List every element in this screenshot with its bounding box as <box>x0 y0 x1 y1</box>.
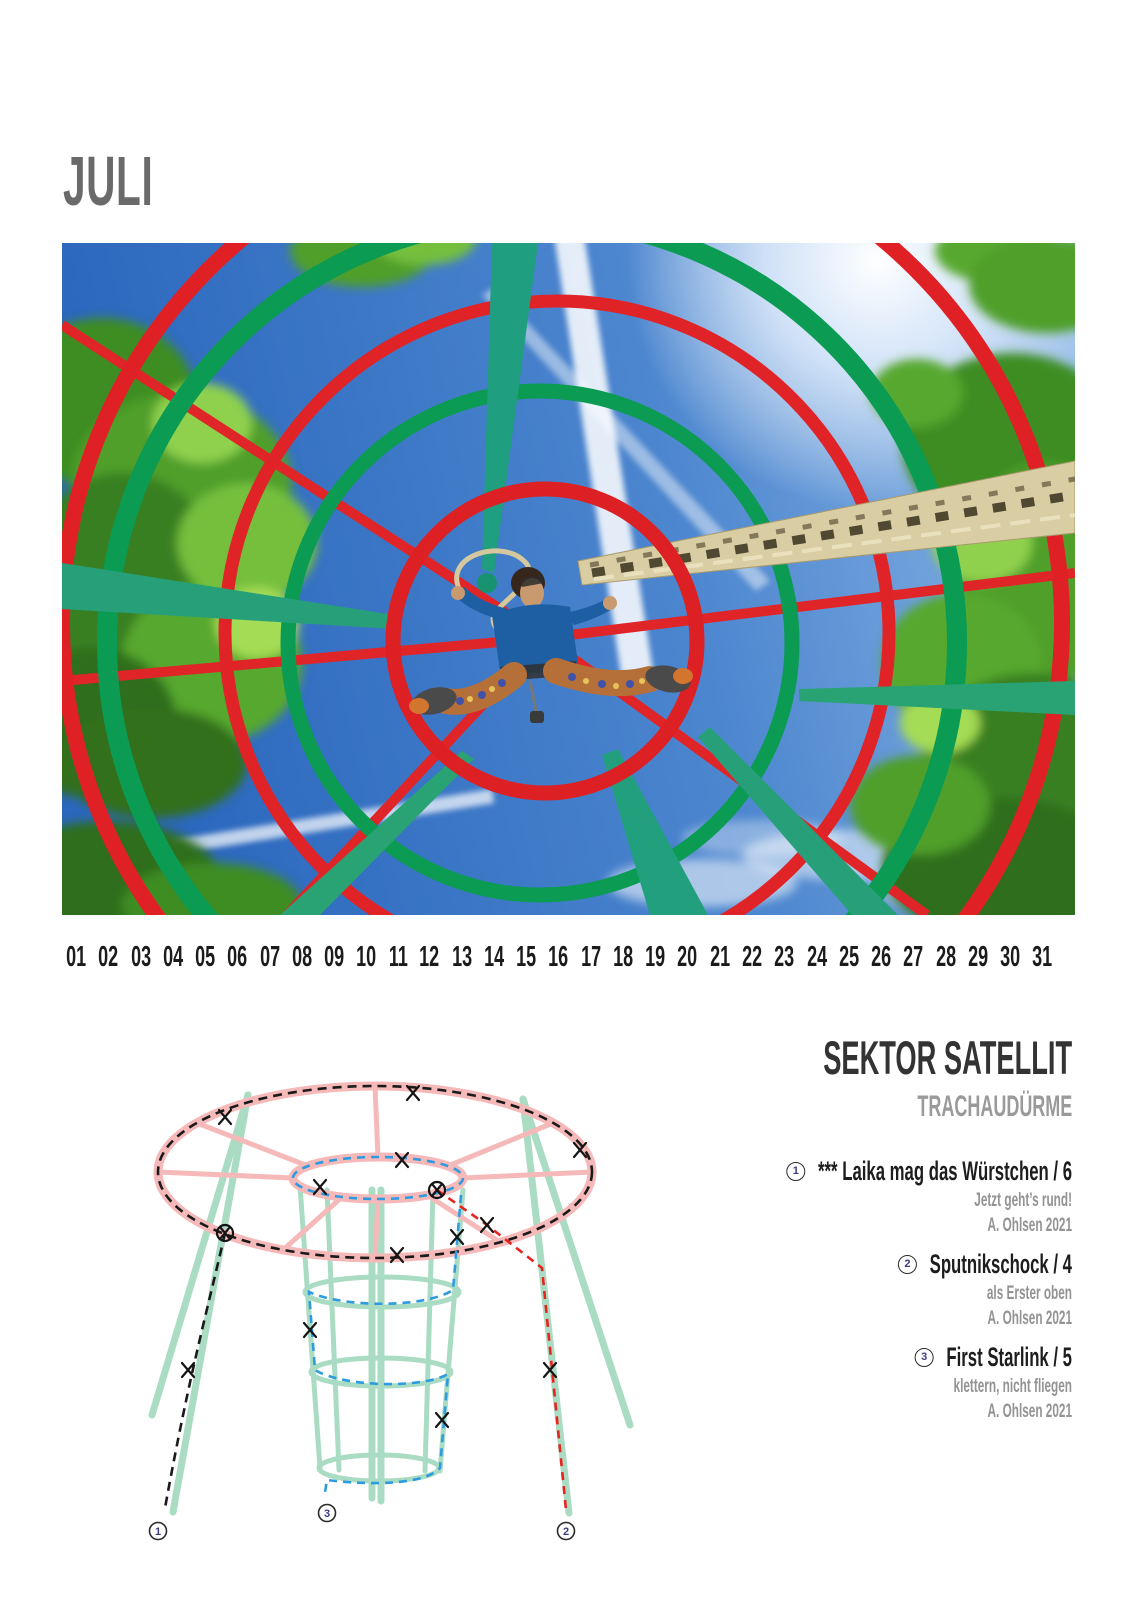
day-number: 19 <box>645 941 666 973</box>
day-number: 10 <box>356 941 377 973</box>
day-number: 05 <box>195 941 216 973</box>
day-number: 22 <box>742 941 763 973</box>
day-number: 08 <box>291 941 312 973</box>
day-number: 07 <box>259 941 280 973</box>
route-name: *** Laika mag das Würstchen / 6 <box>818 1156 1072 1186</box>
route-credit: A. Ohlsen 2021 <box>987 1215 1072 1236</box>
day-number: 29 <box>967 941 988 973</box>
day-number: 21 <box>709 941 730 973</box>
area-subtitle: TRACHAUDÜRME <box>917 1090 1072 1123</box>
day-number: 14 <box>483 941 504 973</box>
route-credit: A. Ohlsen 2021 <box>987 1401 1072 1422</box>
month-title: JULI <box>63 142 154 220</box>
day-number: 03 <box>130 941 151 973</box>
route-topo-diagram <box>95 1040 755 1560</box>
day-number: 11 <box>388 941 408 973</box>
route-entry <box>675 1342 1072 1424</box>
day-number: 12 <box>419 941 440 973</box>
day-number: 25 <box>838 941 859 973</box>
route-number-markers <box>150 1505 575 1540</box>
route-credit: A. Ohlsen 2021 <box>987 1308 1072 1329</box>
route-name: Sputnikschock / 4 <box>929 1249 1072 1279</box>
route-entry <box>675 1156 1072 1238</box>
day-number: 13 <box>451 941 472 973</box>
route-number-badge: 3 <box>915 1348 934 1367</box>
day-number: 23 <box>774 941 795 973</box>
day-number: 09 <box>324 941 345 973</box>
climbing-structure-photo <box>62 243 1075 915</box>
day-number: 02 <box>98 941 119 973</box>
marker-2: 2 <box>562 1526 570 1538</box>
day-number: 31 <box>1032 941 1053 973</box>
route-name: First Starlink / 5 <box>946 1342 1072 1372</box>
day-number: 16 <box>548 941 569 973</box>
route-comment: Jetzt geht’s rund! <box>974 1190 1072 1211</box>
marker-1: 1 <box>154 1526 162 1538</box>
route-number-badge: 1 <box>787 1162 806 1181</box>
day-number: 01 <box>66 941 87 973</box>
route-comment: als Erster oben <box>986 1283 1072 1304</box>
month-photo <box>62 243 1075 915</box>
day-number: 26 <box>871 941 892 973</box>
route-entry <box>675 1249 1072 1331</box>
day-number: 30 <box>1000 941 1021 973</box>
day-number: 18 <box>613 941 634 973</box>
marker-3: 3 <box>323 1508 331 1520</box>
day-number: 06 <box>227 941 248 973</box>
sector-title: SEKTOR SATELLIT <box>823 1031 1072 1084</box>
route-number-badge: 2 <box>898 1255 917 1274</box>
day-number: 20 <box>677 941 698 973</box>
day-number: 17 <box>580 941 601 973</box>
day-number: 04 <box>162 941 183 973</box>
day-number: 24 <box>806 941 827 973</box>
day-number: 15 <box>516 941 537 973</box>
day-row <box>60 941 1054 973</box>
day-number: 28 <box>935 941 956 973</box>
route-list <box>675 1156 1072 1435</box>
route-comment: klettern, nicht fliegen <box>953 1376 1072 1397</box>
day-number: 27 <box>903 941 924 973</box>
